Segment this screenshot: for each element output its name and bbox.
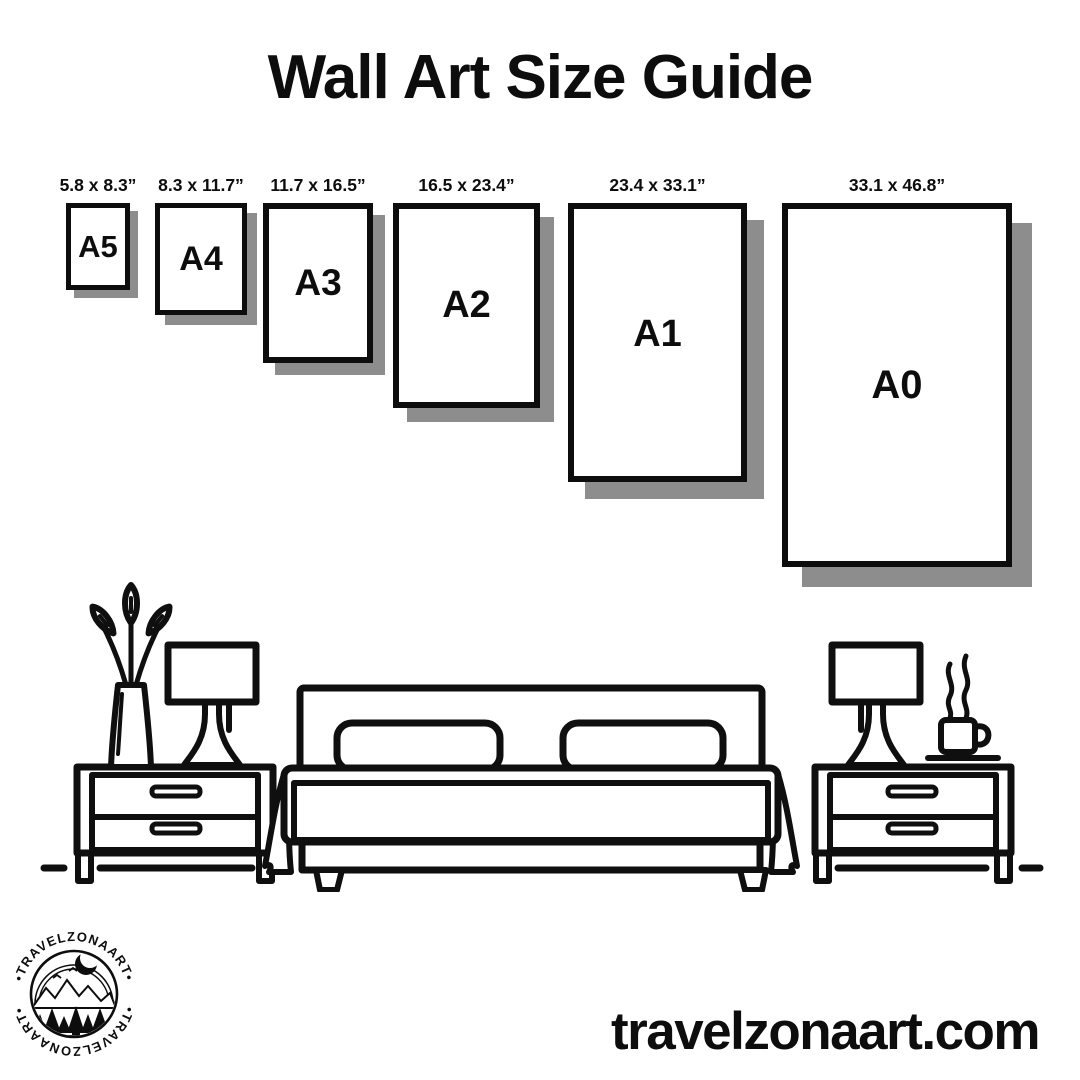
table-lamp-icon-left bbox=[168, 645, 256, 765]
size-frame-a4 bbox=[155, 175, 247, 315]
steam-icon bbox=[948, 664, 951, 718]
size-dimension-label: 23.4 x 33.1” bbox=[609, 175, 706, 195]
bedroom-illustration bbox=[0, 582, 1080, 892]
table-lamp-icon-right bbox=[832, 645, 920, 765]
size-name-label: A4 bbox=[179, 239, 223, 278]
pillow-right bbox=[563, 723, 723, 770]
lamp-shade bbox=[168, 645, 256, 702]
size-name-label: A2 bbox=[442, 284, 491, 326]
size-name-label: A5 bbox=[78, 228, 118, 264]
nightstand-cabinet bbox=[77, 767, 273, 853]
size-frame-a1 bbox=[568, 175, 747, 482]
bed-leg bbox=[740, 870, 766, 890]
page-title: Wall Art Size Guide bbox=[267, 43, 813, 112]
nightstand-leg bbox=[78, 853, 91, 881]
size-name-label: A0 bbox=[871, 362, 923, 407]
logo-ring-text-top: •TRAVELZONAART• bbox=[10, 928, 138, 983]
size-name-label: A1 bbox=[633, 313, 682, 355]
size-frame-a2 bbox=[393, 175, 540, 408]
nightstand-leg bbox=[997, 853, 1010, 881]
left-nightstand-icon bbox=[77, 767, 273, 881]
size-dimension-label: 8.3 x 11.7” bbox=[158, 175, 244, 195]
nightstand-leg bbox=[816, 853, 829, 881]
brand-logo bbox=[8, 928, 140, 1060]
size-frame-a3 bbox=[263, 175, 373, 363]
lamp-shade bbox=[832, 645, 920, 702]
size-paper bbox=[155, 203, 247, 315]
size-name-label: A3 bbox=[294, 262, 342, 303]
website-url: travelzonaart.com bbox=[610, 1002, 1040, 1061]
size-paper bbox=[393, 203, 540, 408]
size-paper bbox=[568, 203, 747, 482]
size-dimension-label: 5.8 x 8.3” bbox=[59, 175, 137, 195]
size-dimension-label: 16.5 x 23.4” bbox=[418, 175, 515, 195]
coffee-cup-icon bbox=[928, 656, 998, 758]
logo-ring-text-bottom: •TRAVELZONAART• bbox=[10, 1005, 138, 1060]
mattress-cover bbox=[284, 768, 778, 842]
double-bed-icon bbox=[265, 688, 797, 890]
size-paper bbox=[263, 203, 373, 363]
size-dimension-label: 33.1 x 46.8” bbox=[848, 175, 946, 195]
size-paper bbox=[782, 203, 1012, 567]
size-frame-a0 bbox=[782, 175, 1012, 567]
bed-leg bbox=[316, 870, 342, 890]
steam-icon bbox=[964, 656, 968, 718]
bed-base bbox=[302, 842, 760, 870]
cup-body bbox=[941, 720, 975, 752]
right-nightstand-icon bbox=[815, 767, 1011, 881]
pillow-left bbox=[337, 723, 500, 770]
size-dimension-label: 11.7 x 16.5” bbox=[270, 175, 366, 195]
size-paper bbox=[66, 203, 130, 290]
plant-vase-icon bbox=[88, 585, 173, 767]
size-frame-a5 bbox=[59, 175, 137, 290]
nightstand-cabinet bbox=[815, 767, 1011, 853]
